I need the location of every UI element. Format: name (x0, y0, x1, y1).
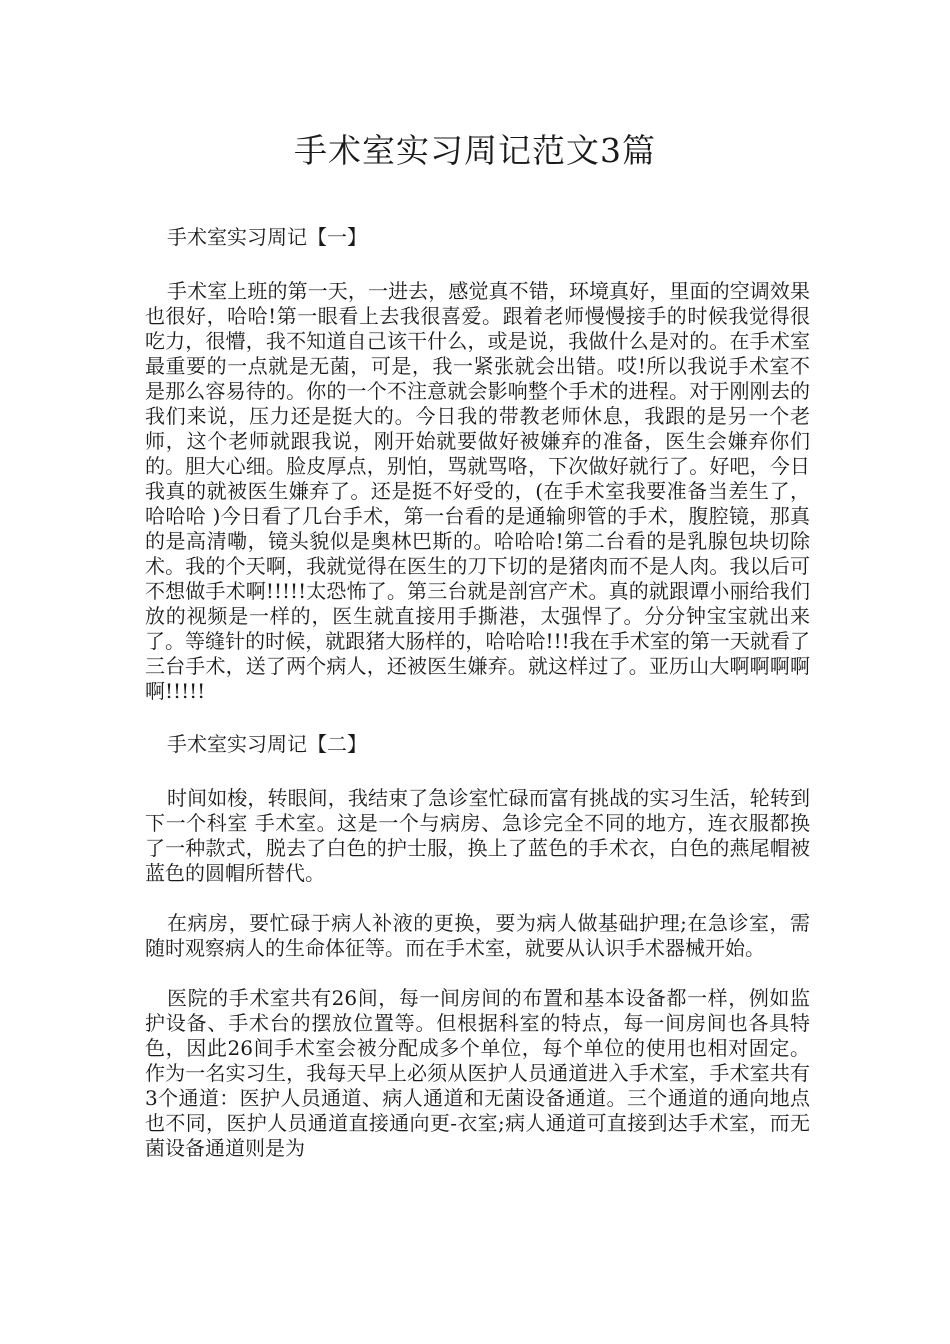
section-heading-1: 手术室实习周记【一】 (167, 225, 367, 249)
paragraph: 手术室上班的第一天，一进去，感觉真不错，环境真好，里面的空调效果也很好，哈哈!第一眼看上去我很喜爱。跟着老师慢慢接手的时候我觉得很吃力，很懵，我不知道自己该干什么，或是说，我做什么是对的。在手术室最重要的一点就是无菌，可是，我一紧张就会出错。哎!所以我说手术室不是那么容易待的。你的一个不注意就会影响整个手术的进程。对于刚刚去的我们来说，压力还是挺大的。今日我的带教老师休息，我跟的是另一个老师，这个老师就跟我说，刚开始就要做好被嫌弃的准备，医生会嫌弃你们的。胆大心细。脸皮厚点，别怕，骂就骂咯，下次做好就行了。好吧，今日我真的就被医生嫌弃了。还是挺不好受的，(在手术室我要准备当差生了，哈哈哈 )今日看了几台手术，第一台看的是通输卵管的手术，腹腔镜，那真的是高清嘞，镜头貌似是奥林巴斯的。哈哈哈!第二台看的是乳腺包块切除术。我的个天啊，我就觉得在医生的刀下切的是猪肉而不是人肉。我以后可不想做手术啊!!!!!太恐怖了。第三台就是剖宫产术。真的就跟谭小丽给我们放的视频是一样的，医生就直接用手撕港，太强悍了。分分钟宝宝就出来了。等缝针的时候，就跟猪大肠样的，哈哈哈!!!我在手术室的第一天就看了三台手术，送了两个病人，还被医生嫌弃。就这样过了。亚历山大啊啊啊啊啊!!!!! (145, 279, 810, 703)
document-body (145, 222, 810, 1186)
document-title: 手术室实习周记范文3篇 (294, 131, 656, 170)
section-heading-2: 手术室实习周记【二】 (167, 732, 367, 756)
paragraph: 在病房，要忙碌于病人补液的更换，要为病人做基础护理;在急诊室，需随时观察病人的生命体征等。而在手术室，就要从认识手术器械开始。 (145, 911, 810, 960)
paragraph: 医院的手术室共有26间，每一间房间的布置和基本设备都一样，例如监护设备、手术台的摆放位置等。但根据科室的特点，每一间房间也各具特色，因此26间手术室会被分配成多个单位，每个单位的使用也相对固定。作为一名实习生，我每天早上必须从医护人员通道进入手术室，手术室共有3个通道：医护人员通道、病人通道和无菌设备通道。三个通道的通向地点也不同，医护人员通道直接通向更-衣室;病人通道可直接到达手术室，而无菌设备通道则是为 (145, 986, 810, 1160)
paragraph: 时间如梭，转眼间，我结束了急诊室忙碌而富有挑战的实习生活，轮转到下一个科室 手术室。这是一个与病房、急诊完全不同的地方，连衣服都换了一种款式，脱去了白色的护士服，换上了蓝色的手术衣，白色的燕尾帽被蓝色的圆帽所替代。 (145, 786, 810, 885)
